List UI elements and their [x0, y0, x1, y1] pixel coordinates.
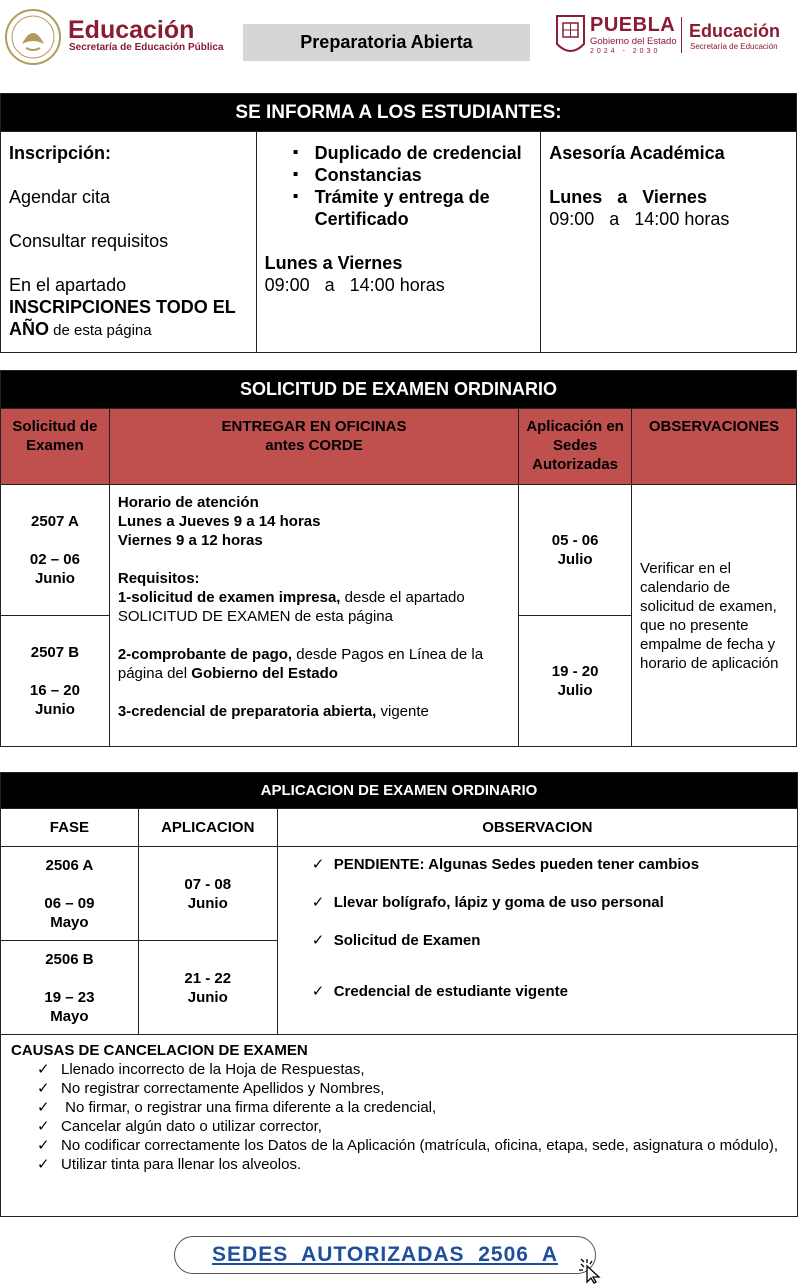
- logo-divider: [681, 17, 682, 53]
- causas-list: [37, 1060, 787, 1174]
- fase-code: 2506 B: [45, 950, 94, 968]
- solicitud-dates: 02 – 06: [29, 551, 80, 568]
- entregar-header-line1: ENTREGAR EN OFICINAS: [221, 418, 407, 435]
- asesoria-days: Lunes a Viernes: [549, 187, 707, 207]
- entregar-header: [109, 409, 518, 485]
- fase-2506b: [1, 941, 139, 1035]
- requisito-1: [118, 588, 510, 626]
- requisito-1-bold: 1-solicitud de examen impresa,: [117, 589, 341, 606]
- check-icon: ✓: [37, 1118, 50, 1135]
- check-icon: ✓: [311, 856, 325, 873]
- apartado-tail: de esta página: [49, 322, 152, 339]
- aplicacion-dates: 19 - 20: [551, 663, 599, 680]
- list-item: [308, 982, 797, 1001]
- consultar-requisitos-link[interactable]: Consultar requisitos: [9, 231, 169, 251]
- check-icon: ✓: [37, 1156, 50, 1173]
- list-item: ▪ Constancias: [293, 164, 533, 186]
- list-item: [308, 893, 797, 912]
- aplicacion-2507b: [519, 616, 632, 747]
- aplicacion-col-header: APLICACION: [138, 809, 277, 847]
- solicitud-month: Junio: [34, 570, 75, 587]
- aplicacion-dates: 07 - 08: [184, 875, 232, 893]
- pointer-cursor-icon: [575, 1256, 603, 1284]
- list-item: [37, 1136, 787, 1155]
- solicitud-2507a: [1, 485, 110, 616]
- fase-dates: 19 – 23: [44, 988, 95, 1006]
- causas-title: CAUSAS DE CANCELACION DE EXAMEN: [11, 1042, 308, 1059]
- observacion-text: Credencial de estudiante vigente: [333, 983, 568, 1000]
- aplicacion-2507a: [519, 485, 632, 616]
- puebla-logo-years: 2024 - 2030: [590, 48, 661, 55]
- aplicacion-2506b: [138, 941, 277, 1035]
- observacion-header: OBSERVACION: [277, 809, 797, 847]
- aplicacion-2506a: [138, 847, 277, 941]
- check-icon: ✓: [37, 1061, 50, 1078]
- fase-code: 2506 A: [45, 856, 94, 874]
- sep-logo-subtitle: Secretaría de Educación Pública: [69, 42, 224, 53]
- solicitud-header: Solicitud de Examen: [1, 409, 110, 485]
- horario-title: Horario de atención: [117, 494, 259, 511]
- solicitud-table: [0, 370, 797, 747]
- requisito-2: [118, 645, 510, 683]
- puebla-logo-gobierno: Gobierno del Estado: [590, 36, 677, 47]
- fase-dates: 06 – 09: [44, 894, 95, 912]
- fase-month: Mayo: [50, 913, 89, 931]
- solicitud-code: 2507 A: [31, 513, 79, 530]
- observacion-cell: [277, 847, 797, 1035]
- requisito-3: [118, 702, 510, 721]
- sedes-autorizadas-button[interactable]: SEDES AUTORIZADAS 2506 A: [174, 1236, 596, 1274]
- requisito-2-bold: 2-comprobante de pago,: [117, 646, 293, 663]
- agendar-cita-link[interactable]: Agendar cita: [9, 187, 111, 207]
- tramites-cell: [256, 132, 541, 353]
- gobierno-del-estado-text: Gobierno del Estado: [191, 665, 338, 682]
- info-table: [0, 93, 797, 353]
- asesoria-title: Asesoría Académica: [549, 143, 725, 163]
- observacion-text: PENDIENTE: Algunas Sedes pueden tener cambios: [333, 856, 700, 873]
- causa-text: No codificar correctamente los Datos de la Aplicación (matrícula, oficina, etapa, sede, asignatura o módulo),: [61, 1137, 779, 1154]
- solicitud-2507b: [1, 616, 110, 747]
- list-item: [308, 855, 797, 874]
- mexico-seal-logo: [4, 8, 62, 66]
- inscripciones-todo-el-ano: INSCRIPCIONES TODO EL AÑO: [9, 297, 236, 339]
- list-item: ▪ Duplicado de credencial: [293, 142, 533, 164]
- check-icon: ✓: [37, 1099, 50, 1116]
- list-item: [37, 1098, 787, 1117]
- puebla-educacion-subtitle: Secretaría de Educación: [690, 42, 778, 51]
- requisito-3-text: vigente: [376, 703, 429, 720]
- solicitud-month: Junio: [34, 701, 75, 718]
- observaciones-cell: Verificar en el calendario de solicitud de examen, que no presente empalme de fecha y horario de aplicación: [632, 485, 797, 747]
- list-item: [37, 1117, 787, 1136]
- list-item: [37, 1060, 787, 1079]
- horario-viernes: Viernes 9 a 12 horas: [117, 532, 263, 549]
- fase-header: FASE: [1, 809, 139, 847]
- list-item: [37, 1155, 787, 1174]
- fase-month: Mayo: [50, 1007, 89, 1025]
- fase-2506a: [1, 847, 139, 941]
- check-icon: ✓: [311, 983, 325, 1000]
- tramites-list: [293, 142, 533, 230]
- observacion-text: Llevar bolígrafo, lápiz y goma de uso personal: [333, 894, 664, 911]
- list-item: [308, 931, 797, 950]
- requisitos-title: Requisitos:: [117, 570, 200, 587]
- solicitud-dates: 16 – 20: [29, 682, 80, 699]
- tramites-days: Lunes a Viernes: [264, 253, 403, 273]
- aplicacion-month: Junio: [187, 988, 228, 1006]
- requisito-2-text: desde Pagos en Línea de la página del: [117, 646, 484, 682]
- page-title: Preparatoria Abierta: [243, 24, 530, 61]
- aplicacion-month: Junio: [187, 894, 228, 912]
- horario-lunes-jueves: Lunes a Jueves 9 a 14 horas: [117, 513, 321, 530]
- entregar-header-line2: antes CORDE: [265, 437, 363, 454]
- check-icon: ✓: [311, 932, 325, 949]
- aplicacion-dates: 21 - 22: [184, 969, 232, 987]
- info-bar: SE INFORMA A LOS ESTUDIANTES:: [1, 94, 797, 132]
- requisitos-cell: [109, 485, 518, 747]
- puebla-logo-word: PUEBLA: [590, 14, 676, 36]
- aplicacion-bar: APLICACION DE EXAMEN ORDINARIO: [1, 773, 798, 809]
- aplicacion-month: Julio: [557, 682, 593, 699]
- causa-text: Llenado incorrecto de la Hoja de Respuestas,: [61, 1061, 365, 1078]
- requisito-3-bold: 3-credencial de preparatoria abierta,: [117, 703, 377, 720]
- solicitud-bar: SOLICITUD DE EXAMEN ORDINARIO: [1, 371, 797, 409]
- asesoria-cell: [541, 132, 797, 353]
- puebla-educacion-title: Educación: [689, 21, 781, 41]
- tramites-hours: 09:00 a 14:00 horas: [264, 275, 445, 295]
- aplicacion-table: [0, 772, 798, 1217]
- causa-text: No firmar, o registrar una firma diferente a la credencial,: [61, 1099, 437, 1116]
- aplicacion-month: Julio: [557, 551, 593, 568]
- check-icon: ✓: [311, 894, 325, 911]
- inscripcion-title: Inscripción:: [9, 143, 112, 163]
- observaciones-header: OBSERVACIONES: [632, 409, 797, 485]
- aplicacion-dates: 05 - 06: [551, 532, 599, 549]
- observacion-text: Solicitud de Examen: [333, 932, 481, 949]
- asesoria-hours: 09:00 a 14:00 horas: [549, 209, 730, 229]
- list-item: [37, 1079, 787, 1098]
- check-icon: ✓: [37, 1137, 50, 1154]
- causas-cell: [1, 1035, 798, 1217]
- list-item: ▪ Trámite y entrega de Certificado: [293, 186, 533, 230]
- causa-text: Utilizar tinta para llenar los alveolos.: [61, 1156, 302, 1173]
- causa-text: Cancelar algún dato o utilizar corrector,: [61, 1118, 322, 1135]
- apartado-text: En el apartado: [9, 275, 127, 295]
- puebla-shield-logo: [555, 14, 586, 58]
- requisito-1-text: desde el apartado SOLICITUD DE EXAMEN de esta página: [117, 589, 465, 625]
- check-icon: ✓: [37, 1080, 50, 1097]
- solicitud-code: 2507 B: [30, 644, 80, 661]
- aplicacion-header: Aplicación en Sedes Autorizadas: [519, 409, 632, 485]
- sep-logo-title: Educación: [68, 16, 195, 44]
- causa-text: No registrar correctamente Apellidos y Nombres,: [61, 1080, 385, 1097]
- inscripcion-cell: [1, 132, 257, 353]
